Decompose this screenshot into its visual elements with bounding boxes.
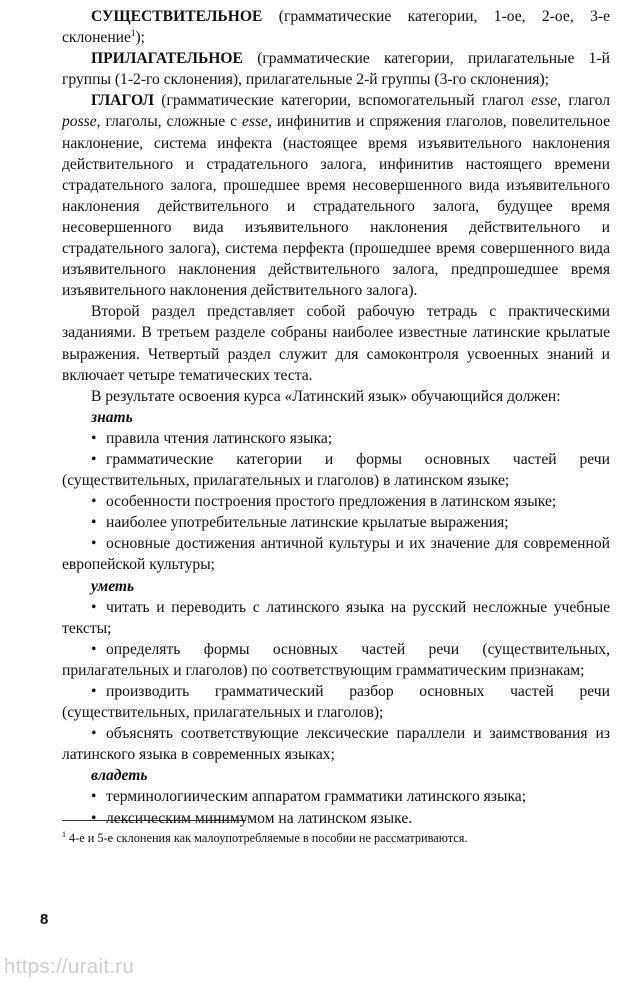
bullet-icon: • xyxy=(91,788,97,806)
list-item xyxy=(62,808,610,829)
paragraph-adjective xyxy=(62,48,610,90)
list-item xyxy=(62,639,610,681)
latin-word-esse-2: esse xyxy=(241,113,268,131)
term-adjective: ПРИЛАГАТЕЛЬНОЕ xyxy=(91,50,243,68)
footnote xyxy=(62,830,610,846)
noun-description-end: ); xyxy=(135,29,145,47)
bullet-icon: • xyxy=(91,598,97,616)
list-item xyxy=(62,491,610,512)
verb-text-3: , глаголы, сложные с xyxy=(96,113,242,131)
list-item xyxy=(62,723,610,765)
list-item-text: наиболее употребительные латинские крылатые выражения; xyxy=(106,514,509,532)
term-verb: ГЛАГОЛ xyxy=(91,92,154,110)
verb-text-2: , глагол xyxy=(557,92,611,110)
paragraph-result: В результате освоения курса «Латинский язык» обучающийся должен: xyxy=(91,387,561,405)
list-item xyxy=(62,786,610,807)
main-text xyxy=(62,6,610,829)
list-item xyxy=(62,428,610,449)
list-know xyxy=(62,428,610,576)
list-item-text: объяснять соответствующие лексические параллели и заимствования из латинского языка в современных языках; xyxy=(62,725,610,764)
list-item-text: определять формы основных частей речи (существительных, прилагательных и глаголов) по соответствующим грамматическим признакам; xyxy=(62,640,610,679)
list-item-text: терминологиическим аппаратом грамматики латинского языка; xyxy=(106,788,527,806)
page-number: 8 xyxy=(40,911,49,928)
list-item-text: читать и переводить с латинского языка на русский несложные учебные тексты; xyxy=(62,598,610,637)
heading-know: знать xyxy=(91,408,133,426)
list-item-text: лексическим минимумом на латинском языке. xyxy=(106,809,413,827)
watermark: https://urait.ru xyxy=(4,955,135,978)
heading-master: владеть xyxy=(91,767,148,785)
bullet-icon: • xyxy=(91,809,97,827)
footnote-divider xyxy=(62,820,246,821)
bullet-icon: • xyxy=(91,493,97,511)
paragraph-second-section: Второй раздел представляет собой рабочую тетрадь с практическими заданиями. В третьем разделе собраны наиболее известные латинские крылатые выражения. Четвертый раздел служит для самоконтроля усвоенных знаний и включает четыре тематических теста. xyxy=(62,303,610,384)
list-item-text: производить грамматический разбор основных частей речи (существительных, прилагательных и глаголов); xyxy=(62,683,610,722)
footnote-text: 4-е и 5-е склонения как малоупотребляемые в пособии не рассматриваются. xyxy=(69,831,468,845)
list-item-text: правила чтения латинского языка; xyxy=(106,429,333,447)
latin-word-posse: posse xyxy=(62,113,97,131)
bullet-icon: • xyxy=(91,514,97,532)
latin-word-esse: esse xyxy=(531,92,558,110)
term-noun: СУЩЕСТВИТЕЛЬНОЕ xyxy=(91,8,263,25)
list-item-text: грамматические категории и формы основных частей речи (существительных, прилагательных и глаголов) в латинском языке; xyxy=(62,450,610,490)
list-master xyxy=(62,786,610,828)
bullet-icon: • xyxy=(91,725,97,743)
paragraph-verb xyxy=(62,90,610,301)
list-can xyxy=(62,597,610,766)
verb-text-1: (грамматические категории, вспомогательный глагол xyxy=(153,92,532,110)
paragraph-noun xyxy=(62,6,610,48)
heading-can: уметь xyxy=(91,577,135,595)
bullet-icon: • xyxy=(91,429,97,447)
list-item xyxy=(62,681,610,723)
verb-text-4: , инфинитив и спряжения глаголов, повелительное наклонение, система инфекта (настоящее время изъявительного наклонения действительного и страдательного залога, инфинитив настоящего времени страдательного залога, прошедшее время несовершенного вида изъявительного наклонения действительного и страдательного залога, будущее время несовершенного вида изъявительного наклонения действительного и страдательного залога), система перфекта (прошедшее время совершенного вида изъявительного наклонения действительного залога, предпрошедшее время изъявительного наклонения действительного залога). xyxy=(62,113,611,300)
bullet-icon: • xyxy=(91,535,97,553)
list-item xyxy=(62,449,610,491)
list-item xyxy=(62,533,610,575)
list-item-text: основные достижения античной культуры и их значение для современной европейской культуры; xyxy=(62,535,610,574)
list-item xyxy=(62,597,610,639)
list-item xyxy=(62,512,610,533)
noun-description: (грамматические категории, 1-ое, 2-ое, 3-е склонение xyxy=(62,8,610,47)
list-item-text: особенности построения простого предложения в латинском языке; xyxy=(106,493,557,511)
footnote-mark: 1 xyxy=(62,829,66,839)
footnote-reference: 1 xyxy=(130,27,136,38)
bullet-icon: • xyxy=(91,450,97,468)
adjective-description: (грамматические категории, прилагательные 1-й группы (1-2-го склонения), прилагательные 2-й группы (3-го склонения); xyxy=(62,50,610,89)
bullet-icon: • xyxy=(91,683,97,700)
bullet-icon: • xyxy=(91,640,97,658)
